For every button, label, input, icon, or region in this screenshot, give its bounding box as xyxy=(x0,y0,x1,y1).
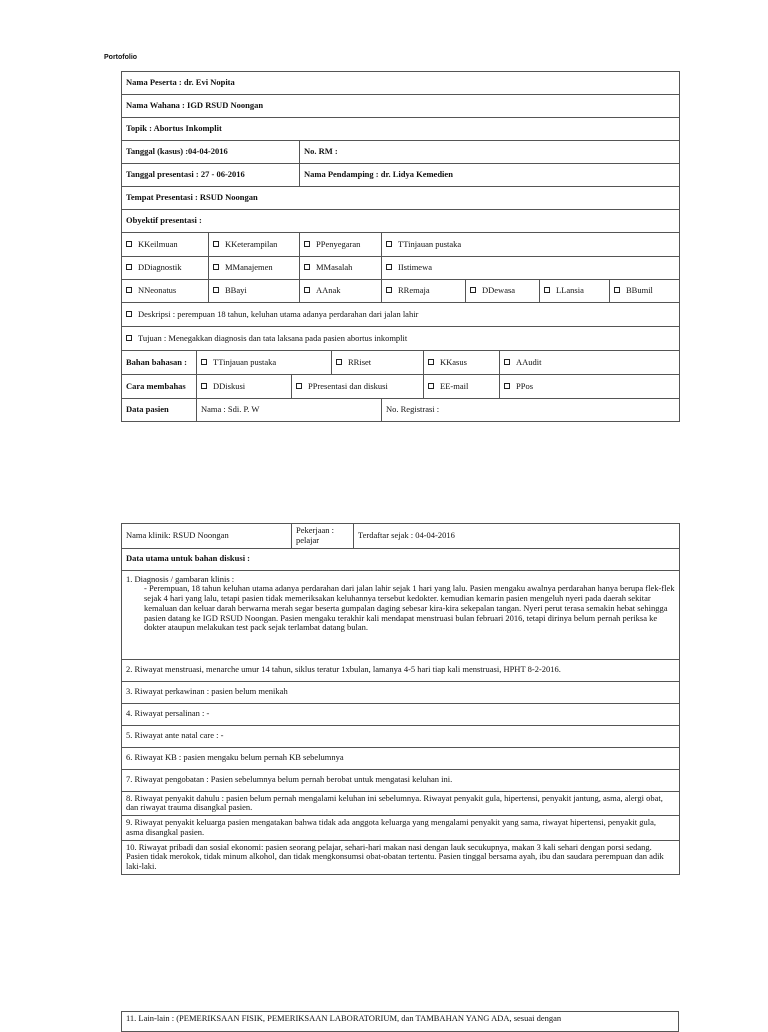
nama-wahana: Nama Wahana : IGD RSUD Noongan xyxy=(122,95,680,118)
cara-diskusi: DDiskusi xyxy=(197,375,292,399)
diagnosis-text: - Perempuan, 18 tahun keluhan utama adanya perdarahan dari jalan lahir sejak 1 hari yang lalu. Pasien mengaku awalnya perdarahan hanya berupa flek-flek sejak 4 hari yang lalu, tetapi pasien tidak memeriksakan keluhannya tersebut kedokter. kemudian kemarin pasien mengeluh nyeri pada daerah sekitar kemaluan dan keluar darah berwarna merah segar beserta gumpalan daging sebesar kira-kira sekepalan tangan. Nyeri perut terasa semakin hebat sehingga pasien datang ke IGD RSUD Noongan. Pasien mengaku terakhir kali mendapat menstruasi bulan februari 2016, tetapi dirinya belum pernah periksa ke dokter ataupun melakukan test pack sejak terlambat datang bulan. xyxy=(144,583,675,633)
riwayat-anc: 5. Riwayat ante natal care : - xyxy=(122,725,680,747)
bahan-riset: RRiset xyxy=(332,351,424,375)
data-utama-heading: Data utama untuk bahan diskusi : xyxy=(122,548,680,570)
tempat-presentasi: Tempat Presentasi : RSUD Noongan xyxy=(122,187,680,210)
option-keterampilan: KKeterampilan xyxy=(209,233,300,257)
checkbox-icon xyxy=(126,241,132,247)
checkbox-icon xyxy=(428,359,434,365)
checkbox-icon xyxy=(386,287,392,293)
riwayat-perkawinan: 3. Riwayat perkawinan : pasien belum menikah xyxy=(122,681,680,703)
checkbox-icon xyxy=(470,287,476,293)
checkbox-icon xyxy=(304,264,310,270)
checkbox-icon xyxy=(544,287,550,293)
option-manajemen: MManajemen xyxy=(209,257,300,280)
riwayat-kb: 6. Riwayat KB : pasien mengaku belum pernah KB sebelumnya xyxy=(122,747,680,769)
cara-email: EE-mail xyxy=(424,375,500,399)
checkbox-icon xyxy=(304,241,310,247)
bahan-audit: AAudit xyxy=(500,351,680,375)
option-lansia: LLansia xyxy=(540,280,610,303)
riwayat-persalinan: 4. Riwayat persalinan : - xyxy=(122,703,680,725)
checkbox-icon xyxy=(213,287,219,293)
clinical-data-table xyxy=(121,523,680,875)
diagnosis-heading: 1. Diagnosis / gambaran klinis : xyxy=(126,573,235,584)
diagnosis-item xyxy=(122,570,680,659)
tanggal-presentasi: Tanggal presentasi : 27 - 06-2016 xyxy=(122,164,300,187)
checkbox-icon xyxy=(504,383,510,389)
cara-presentasi: PPresentasi dan diskusi xyxy=(292,375,424,399)
checkbox-icon xyxy=(201,359,207,365)
option-penyegaran: PPenyegaran xyxy=(300,233,382,257)
checkbox-icon xyxy=(386,264,392,270)
tujuan: Tujuan : Menegakkan diagnosis dan tata laksana pada pasien abortus inkomplit xyxy=(122,327,680,351)
portfolio-info-table xyxy=(121,71,680,422)
cara-pos: PPos xyxy=(500,375,680,399)
riwayat-sosial-ekonomi: 10. Riwayat pribadi dan sosial ekonomi: pasien seorang pelajar, sehari-hari makan nasi dengan lauk secukupnya, makan 3 kali sehari dengan porsi sedang. Pasien tidak merokok, tidak minum alkohol, dan tidak mengkonsumsi obat-obatan tertentu. Pasien tinggal bersama ayah, ibu dan saudara perempuan dan adik laki-laki. xyxy=(122,840,680,874)
riwayat-menstruasi: 2. Riwayat menstruasi, menarche umur 14 tahun, siklus teratur 1xbulan, lamanya 4-5 hari tiap kali menstruasi, HPHT 8-2-2016. xyxy=(122,659,680,681)
checkbox-icon xyxy=(296,383,302,389)
bahan-kasus: KKasus xyxy=(424,351,500,375)
checkbox-icon xyxy=(126,287,132,293)
bahan-bahasan-label: Bahan bahasan : xyxy=(122,351,197,375)
checkbox-icon xyxy=(614,287,620,293)
terdaftar-sejak: Terdaftar sejak : 04-04-2016 xyxy=(354,524,680,549)
option-anak: AAnak xyxy=(300,280,382,303)
checkbox-icon xyxy=(126,264,132,270)
checkbox-icon xyxy=(201,383,207,389)
nama-peserta: Nama Peserta : dr. Evi Nopita xyxy=(122,72,680,95)
checkbox-icon xyxy=(126,335,132,341)
checkbox-icon xyxy=(304,287,310,293)
lain-lain: 11. Lain-lain : (PEMERIKSAAN FISIK, PEMERIKSAAN LABORATORIUM, dan TAMBAHAN YANG ADA, sesuai dengan xyxy=(122,1012,679,1032)
data-pasien-label: Data pasien xyxy=(122,399,197,422)
option-masalah: MMasalah xyxy=(300,257,382,280)
nama-pasien: Nama : Sdi. P. W xyxy=(197,399,382,422)
option-dewasa: DDewasa xyxy=(466,280,540,303)
option-diagnostik: DDiagnostik xyxy=(122,257,209,280)
lain-lain-table xyxy=(121,1011,679,1032)
option-istimewa: IIstimewa xyxy=(382,257,680,280)
obyektif-presentasi: Obyektif presentasi : xyxy=(122,210,680,233)
checkbox-icon xyxy=(386,241,392,247)
checkbox-icon xyxy=(213,241,219,247)
checkbox-icon xyxy=(504,359,510,365)
riwayat-penyakit-dahulu: 8. Riwayat penyakit dahulu : pasien belum pernah mengalami keluhan ini sebelumnya. Riwayat penyakit gula, hipertensi, penyakit jantung, asma, alergi obat, dan riwayat trauma disangkal pasien. xyxy=(122,791,680,816)
option-tinjauan: TTinjauan pustaka xyxy=(382,233,680,257)
checkbox-icon xyxy=(213,264,219,270)
deskripsi: Deskripsi : perempuan 18 tahun, keluhan utama adanya perdarahan dari jalan lahir xyxy=(122,303,680,327)
option-remaja: RRemaja xyxy=(382,280,466,303)
option-bayi: BBayi xyxy=(209,280,300,303)
riwayat-pengobatan: 7. Riwayat pengobatan : Pasien sebelumnya belum pernah berobat untuk mengatasi keluhan ini. xyxy=(122,769,680,791)
checkbox-icon xyxy=(336,359,342,365)
bahan-tinjauan: TTinjauan pustaka xyxy=(197,351,332,375)
topik: Topik : Abortus Inkomplit xyxy=(122,118,680,141)
tanggal-kasus: Tanggal (kasus) :04-04-2016 xyxy=(122,141,300,164)
no-rm: No. RM : xyxy=(300,141,680,164)
checkbox-icon xyxy=(126,311,132,317)
no-registrasi: No. Registrasi : xyxy=(382,399,680,422)
option-bumil: BBumil xyxy=(610,280,680,303)
option-keilmuan: KKeilmuan xyxy=(122,233,209,257)
cara-membahas-label: Cara membahas xyxy=(122,375,197,399)
pekerjaan: Pekerjaan : pelajar xyxy=(292,524,354,549)
page-header: Portofolio xyxy=(104,54,138,61)
riwayat-penyakit-keluarga: 9. Riwayat penyakit keluarga pasien mengatakan bahwa tidak ada anggota keluarga yang mengalami penyakit yang sama, riwayat hipertensi, penyakit gula, asma disangkal pasien. xyxy=(122,816,680,841)
checkbox-icon xyxy=(428,383,434,389)
nama-klinik: Nama klinik: RSUD Noongan xyxy=(122,524,292,549)
nama-pendamping: Nama Pendamping : dr. Lidya Kemedien xyxy=(300,164,680,187)
option-neonatus: NNeonatus xyxy=(122,280,209,303)
